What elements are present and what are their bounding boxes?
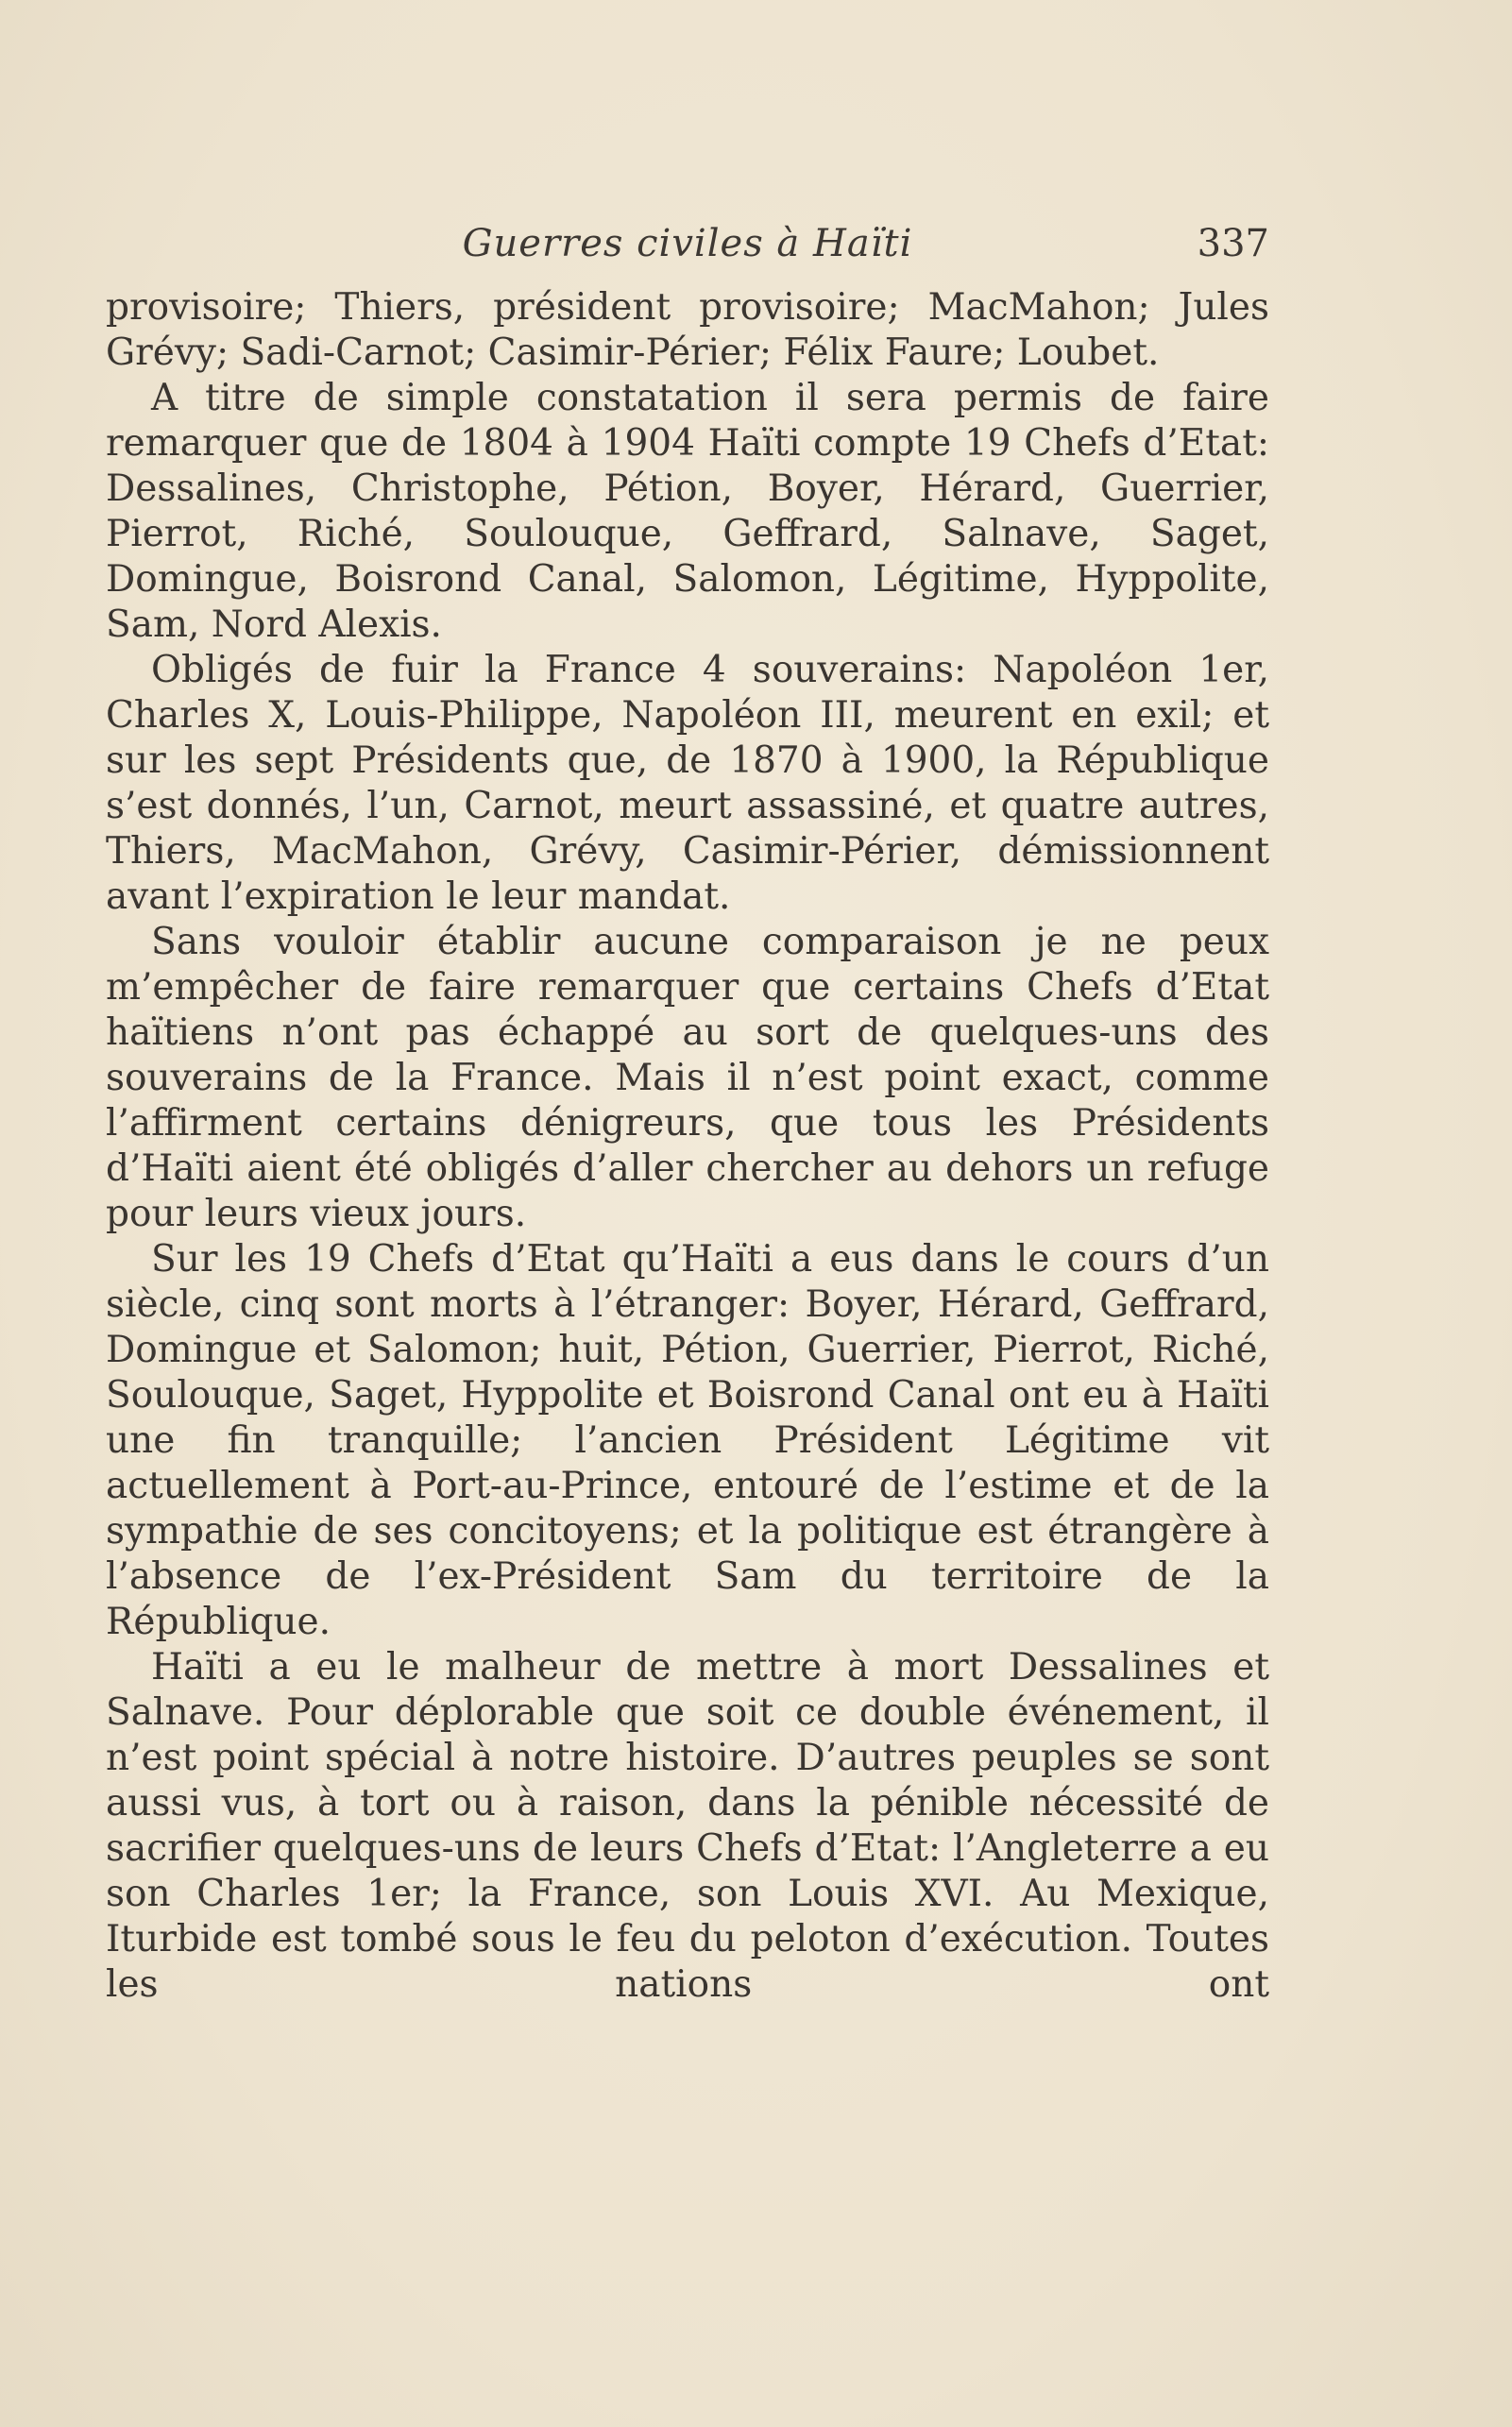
text-block bbox=[106, 215, 1269, 2008]
paragraph-2: A titre de simple constatation il sera permis de faire remarquer que de 1804 à 1904 Haïti compte 19 Chefs d’Etat: Dessalines, Christophe, Pétion, Boyer, Hérard, Guerrier, Pierrot, Riché, Soulouque, Geffrard, Salnave, Saget, Domingue, Boisrond Canal, Salomon, Légitime, Hyppolite, Sam, Nord Alexis. bbox=[106, 377, 1269, 646]
paragraph-6: Haïti a eu le malheur de mettre à mort Dessalines et Salnave. Pour déplorable que soit ce double événement, il n’est point spécial à notre histoire. D’autres peuples se sont aussi vus, à tort ou à raison, dans la pénible nécessité de sacrifier quelques-uns de leurs Chefs d’Etat: l’Angleterre a eu son Charles 1er; la France, son Louis XVI. Au Mexique, Iturbide est tombé sous le feu du peloton d’exécution. Toutes les nations ont bbox=[106, 1646, 1269, 2006]
body-text bbox=[106, 285, 1269, 2008]
page-number: 337 bbox=[1197, 222, 1269, 265]
paragraph-3: Obligés de fuir la France 4 souverains: Napoléon 1er, Charles X, Louis-Philippe, Napoléon III, meurent en exil; et sur les sept Présidents que, de 1870 à 1900, la République s’est donnés, l’un, Carnot, meurt assassiné, et quatre autres, Thiers, MacMahon, Grévy, Casimir-Périer, démissionnent avant l’expiration le leur mandat. bbox=[106, 649, 1269, 918]
paragraph-4: Sans vouloir établir aucune comparaison je ne peux m’empêcher de faire remarquer que certains Chefs d’Etat haïtiens n’ont pas échappé au sort de quelques-uns des souverains de la France. Mais il n’est point exact, comme l’affirment certains dénigreurs, que tous les Présidents d’Haïti aient été obligés d’aller chercher au dehors un refuge pour leurs vieux jours. bbox=[106, 921, 1269, 1235]
running-head bbox=[106, 215, 1269, 272]
running-title: Guerres civiles à Haïti bbox=[462, 222, 913, 265]
paragraph-5: Sur les 19 Chefs d’Etat qu’Haïti a eus dans le cours d’un siècle, cinq sont morts à l’étranger: Boyer, Hérard, Geffrard, Domingue et Salomon; huit, Pétion, Guerrier, Pierrot, Riché, Soulouque, Saget, Hyppolite et Boisrond Canal ont eu à Haïti une fin tranquille; l’ancien Président Légitime vit actuellement à Port-au-Prince, entouré de l’estime et de la sympathie de ses concitoyens; et la politique est étrangère à l’absence de l’ex-Président Sam du territoire de la République. bbox=[106, 1238, 1269, 1643]
paragraph-1: provisoire; Thiers, président provisoire; MacMahon; Jules Grévy; Sadi-Carnot; Casimir-Périer; Félix Faure; Loubet. bbox=[106, 286, 1269, 374]
